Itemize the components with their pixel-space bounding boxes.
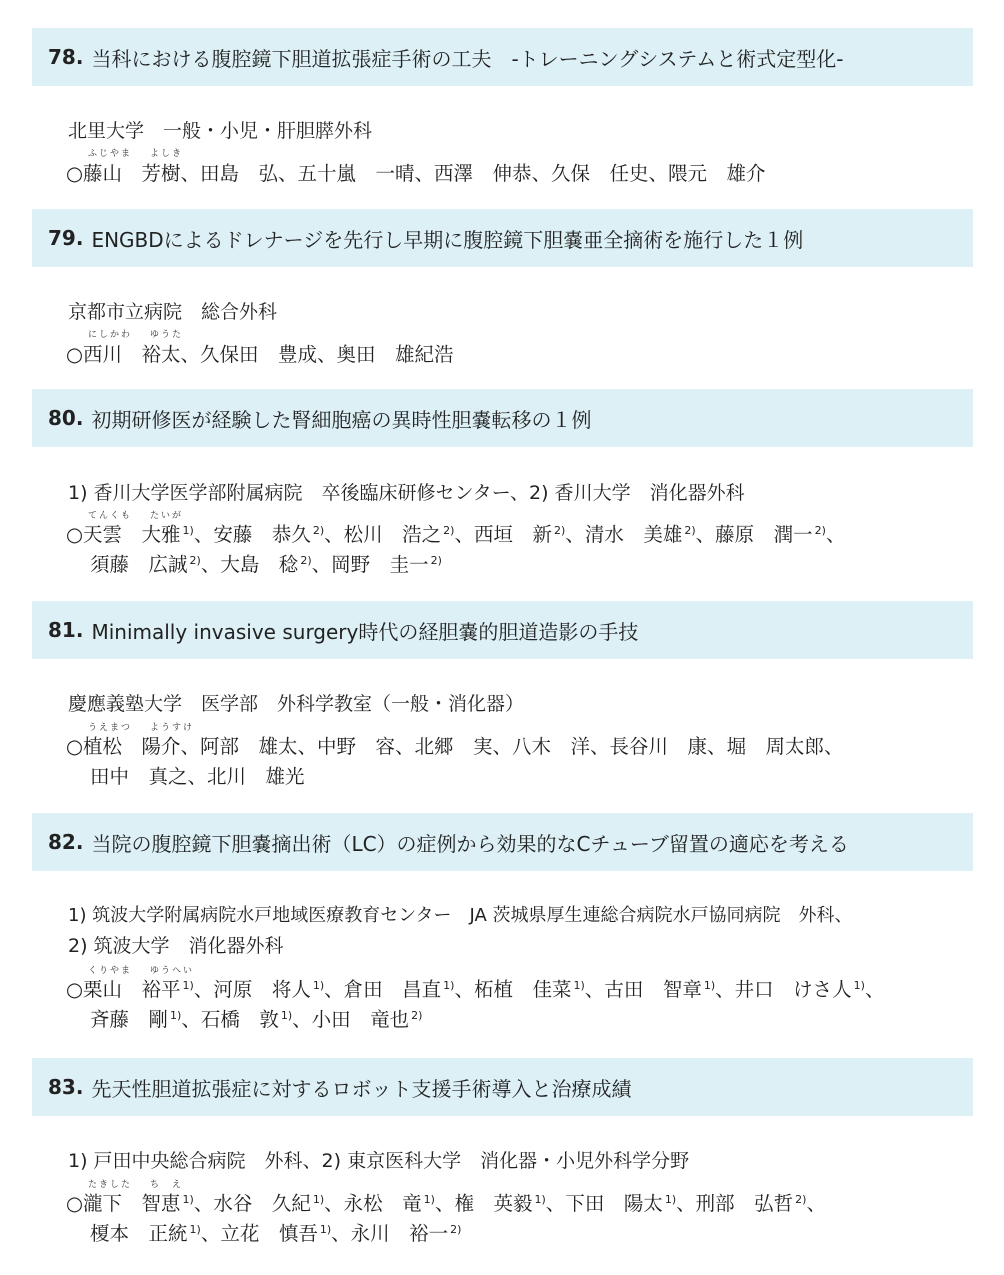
affiliation: 1) 筑波大学附属病院水戸地域医療教育センター JA 茨城県厚生連総合病院水戸協同病院 外科、 bbox=[68, 905, 853, 926]
entry-number: 79 bbox=[48, 226, 76, 250]
author: 河原 将人 $^{1)}$、 bbox=[213, 978, 344, 1001]
author: 永川 裕一 $^{2)}$ bbox=[350, 1222, 462, 1245]
entry-title-text: 当科における腹腔鏡下胆道拡張症手術の工夫 -トレーニングシステムと術式定型化- bbox=[91, 46, 844, 71]
author-line: ○植松 陽介、阿部 雄太、中野 容、北郷 実、八木 洋、長谷川 康、堀 周太郎、 bbox=[66, 735, 844, 758]
ruby-family: うえまつ bbox=[88, 723, 133, 733]
entry-number: 83 bbox=[48, 1075, 76, 1099]
author: 井口 けさ人 $^{1)}$、 bbox=[734, 978, 885, 1001]
ruby-given: よしき bbox=[150, 149, 184, 159]
author: ○天雲 大雅 $^{1)}$、 bbox=[66, 523, 214, 546]
affiliation: 京都市立病院 総合外科 bbox=[68, 301, 278, 323]
author: 刑部 弘哲 $^{2)}$、 bbox=[695, 1192, 826, 1215]
ruby-family: たきした bbox=[88, 1180, 133, 1190]
entry-title-text: 先天性胆道拡張症に対するロボット支援手術導入と治療成績 bbox=[91, 1076, 632, 1101]
author: 清水 美雄 $^{2)}$、 bbox=[584, 523, 716, 546]
entry-title-text: 当院の腹腔鏡下胆嚢摘出術（LC）の症例から効果的なCチューブ留置の適応を考える bbox=[91, 831, 849, 856]
ruby-given: ち え bbox=[150, 1180, 184, 1190]
ruby-family: ふじやま bbox=[88, 149, 133, 159]
author-line: ○西川 裕太、久保田 豊成、奥田 雄紀浩 bbox=[66, 343, 454, 366]
author: 大島 稔 $^{2)}$、 bbox=[220, 553, 332, 576]
affiliation: 2) 筑波大学 消化器外科 bbox=[68, 935, 284, 957]
author: 権 英毅 $^{1)}$、 bbox=[454, 1192, 566, 1215]
author-line bbox=[90, 1004, 422, 1032]
author: 榎本 正統 $^{1)}$、 bbox=[90, 1222, 221, 1245]
entry-number: 81 bbox=[48, 618, 76, 642]
author: 岡野 圭一 $^{2)}$ bbox=[331, 553, 442, 576]
author: ○瀧下 智恵 $^{1)}$、 bbox=[66, 1192, 214, 1215]
author: 下田 陽太 $^{1)}$、 bbox=[565, 1192, 696, 1215]
affiliation: 1) 戸田中央総合病院 外科、2) 東京医科大学 消化器・小児外科学分野 bbox=[68, 1150, 690, 1172]
entry-title-82: 82 . 当院の腹腔鏡下胆嚢摘出術（LC）の症例から効果的なCチューブ留置の適応を考える bbox=[32, 813, 973, 871]
affiliation: 北里大学 一般・小児・肝胆膵外科 bbox=[68, 120, 373, 142]
author: 倉田 昌直 $^{1)}$、 bbox=[343, 978, 474, 1001]
entry-number: 80 bbox=[48, 406, 76, 430]
author: 立花 慎吾 $^{1)}$、 bbox=[220, 1222, 351, 1245]
author: 水谷 久紀 $^{1)}$、 bbox=[213, 1192, 344, 1215]
author: 安藤 恭久 $^{2)}$、 bbox=[213, 523, 344, 546]
author-line: ○藤山 芳樹、田島 弘、五十嵐 一晴、西澤 伸恭、久保 任史、隈元 雄介 bbox=[66, 162, 766, 185]
ruby-given: ゆうへい bbox=[150, 966, 195, 976]
author: 斉藤 剛 $^{1)}$、 bbox=[90, 1008, 201, 1031]
author: 松川 浩之 $^{2)}$、 bbox=[343, 523, 474, 546]
author: 永松 竜 $^{1)}$、 bbox=[343, 1192, 455, 1215]
author: 小田 竜也 $^{2)}$ bbox=[311, 1008, 423, 1031]
ruby-family: にしかわ bbox=[88, 330, 133, 340]
entry-title-text: 初期研修医が経験した腎細胞癌の異時性胆嚢転移の１例 bbox=[91, 407, 592, 432]
author: 石橋 敦 $^{1)}$、 bbox=[200, 1008, 312, 1031]
author-line bbox=[66, 974, 884, 1002]
affiliation: 慶應義塾大学 医学部 外科学教室（一般・消化器） bbox=[68, 693, 525, 715]
entry-number: 82 bbox=[48, 830, 76, 854]
ruby-family: くりやま bbox=[88, 966, 133, 976]
ruby-given: ようすけ bbox=[150, 723, 195, 733]
entry-title-83: 83 . 先天性胆道拡張症に対するロボット支援手術導入と治療成績 bbox=[32, 1058, 973, 1116]
author-line bbox=[90, 549, 442, 577]
author: ○栗山 裕平 $^{1)}$、 bbox=[66, 978, 214, 1001]
author-line bbox=[66, 1188, 826, 1216]
author-line: 田中 真之、北川 雄光 bbox=[90, 765, 305, 788]
entry-title-text: ENGBDによるドレナージを先行し早期に腹腔鏡下胆嚢亜全摘術を施行した１例 bbox=[91, 227, 804, 252]
author: 古田 智章 $^{1)}$、 bbox=[604, 978, 735, 1001]
author-line bbox=[66, 519, 845, 547]
author: 藤原 潤一 $^{2)}$、 bbox=[715, 523, 846, 546]
author: 須藤 広誠 $^{2)}$、 bbox=[90, 553, 221, 576]
author: 西垣 新 $^{2)}$、 bbox=[473, 523, 585, 546]
ruby-given: たいが bbox=[150, 511, 184, 521]
entry-title-78: 78 . 当科における腹腔鏡下胆道拡張症手術の工夫 -トレーニングシステムと術式定型化- bbox=[32, 28, 973, 86]
entry-title-80: 80 . 初期研修医が経験した腎細胞癌の異時性胆嚢転移の１例 bbox=[32, 389, 973, 447]
entry-title-79: 79 . ENGBDによるドレナージを先行し早期に腹腔鏡下胆嚢亜全摘術を施行した１例 bbox=[32, 209, 973, 267]
ruby-given: ゆうた bbox=[150, 330, 184, 340]
ruby-family: てんくも bbox=[88, 511, 133, 521]
entry-number: 78 bbox=[48, 45, 76, 69]
affiliation: 1) 香川大学医学部附属病院 卒後臨床研修センター、2) 香川大学 消化器外科 bbox=[68, 482, 745, 504]
entry-title-81: 81 . Minimally invasive surgery時代の経胆嚢的胆道造影の手技 bbox=[32, 601, 973, 659]
entry-title-text: Minimally invasive surgery時代の経胆嚢的胆道造影の手技 bbox=[91, 619, 639, 644]
author: 柘植 佳菜 $^{1)}$、 bbox=[473, 978, 605, 1001]
author-line bbox=[90, 1218, 461, 1246]
